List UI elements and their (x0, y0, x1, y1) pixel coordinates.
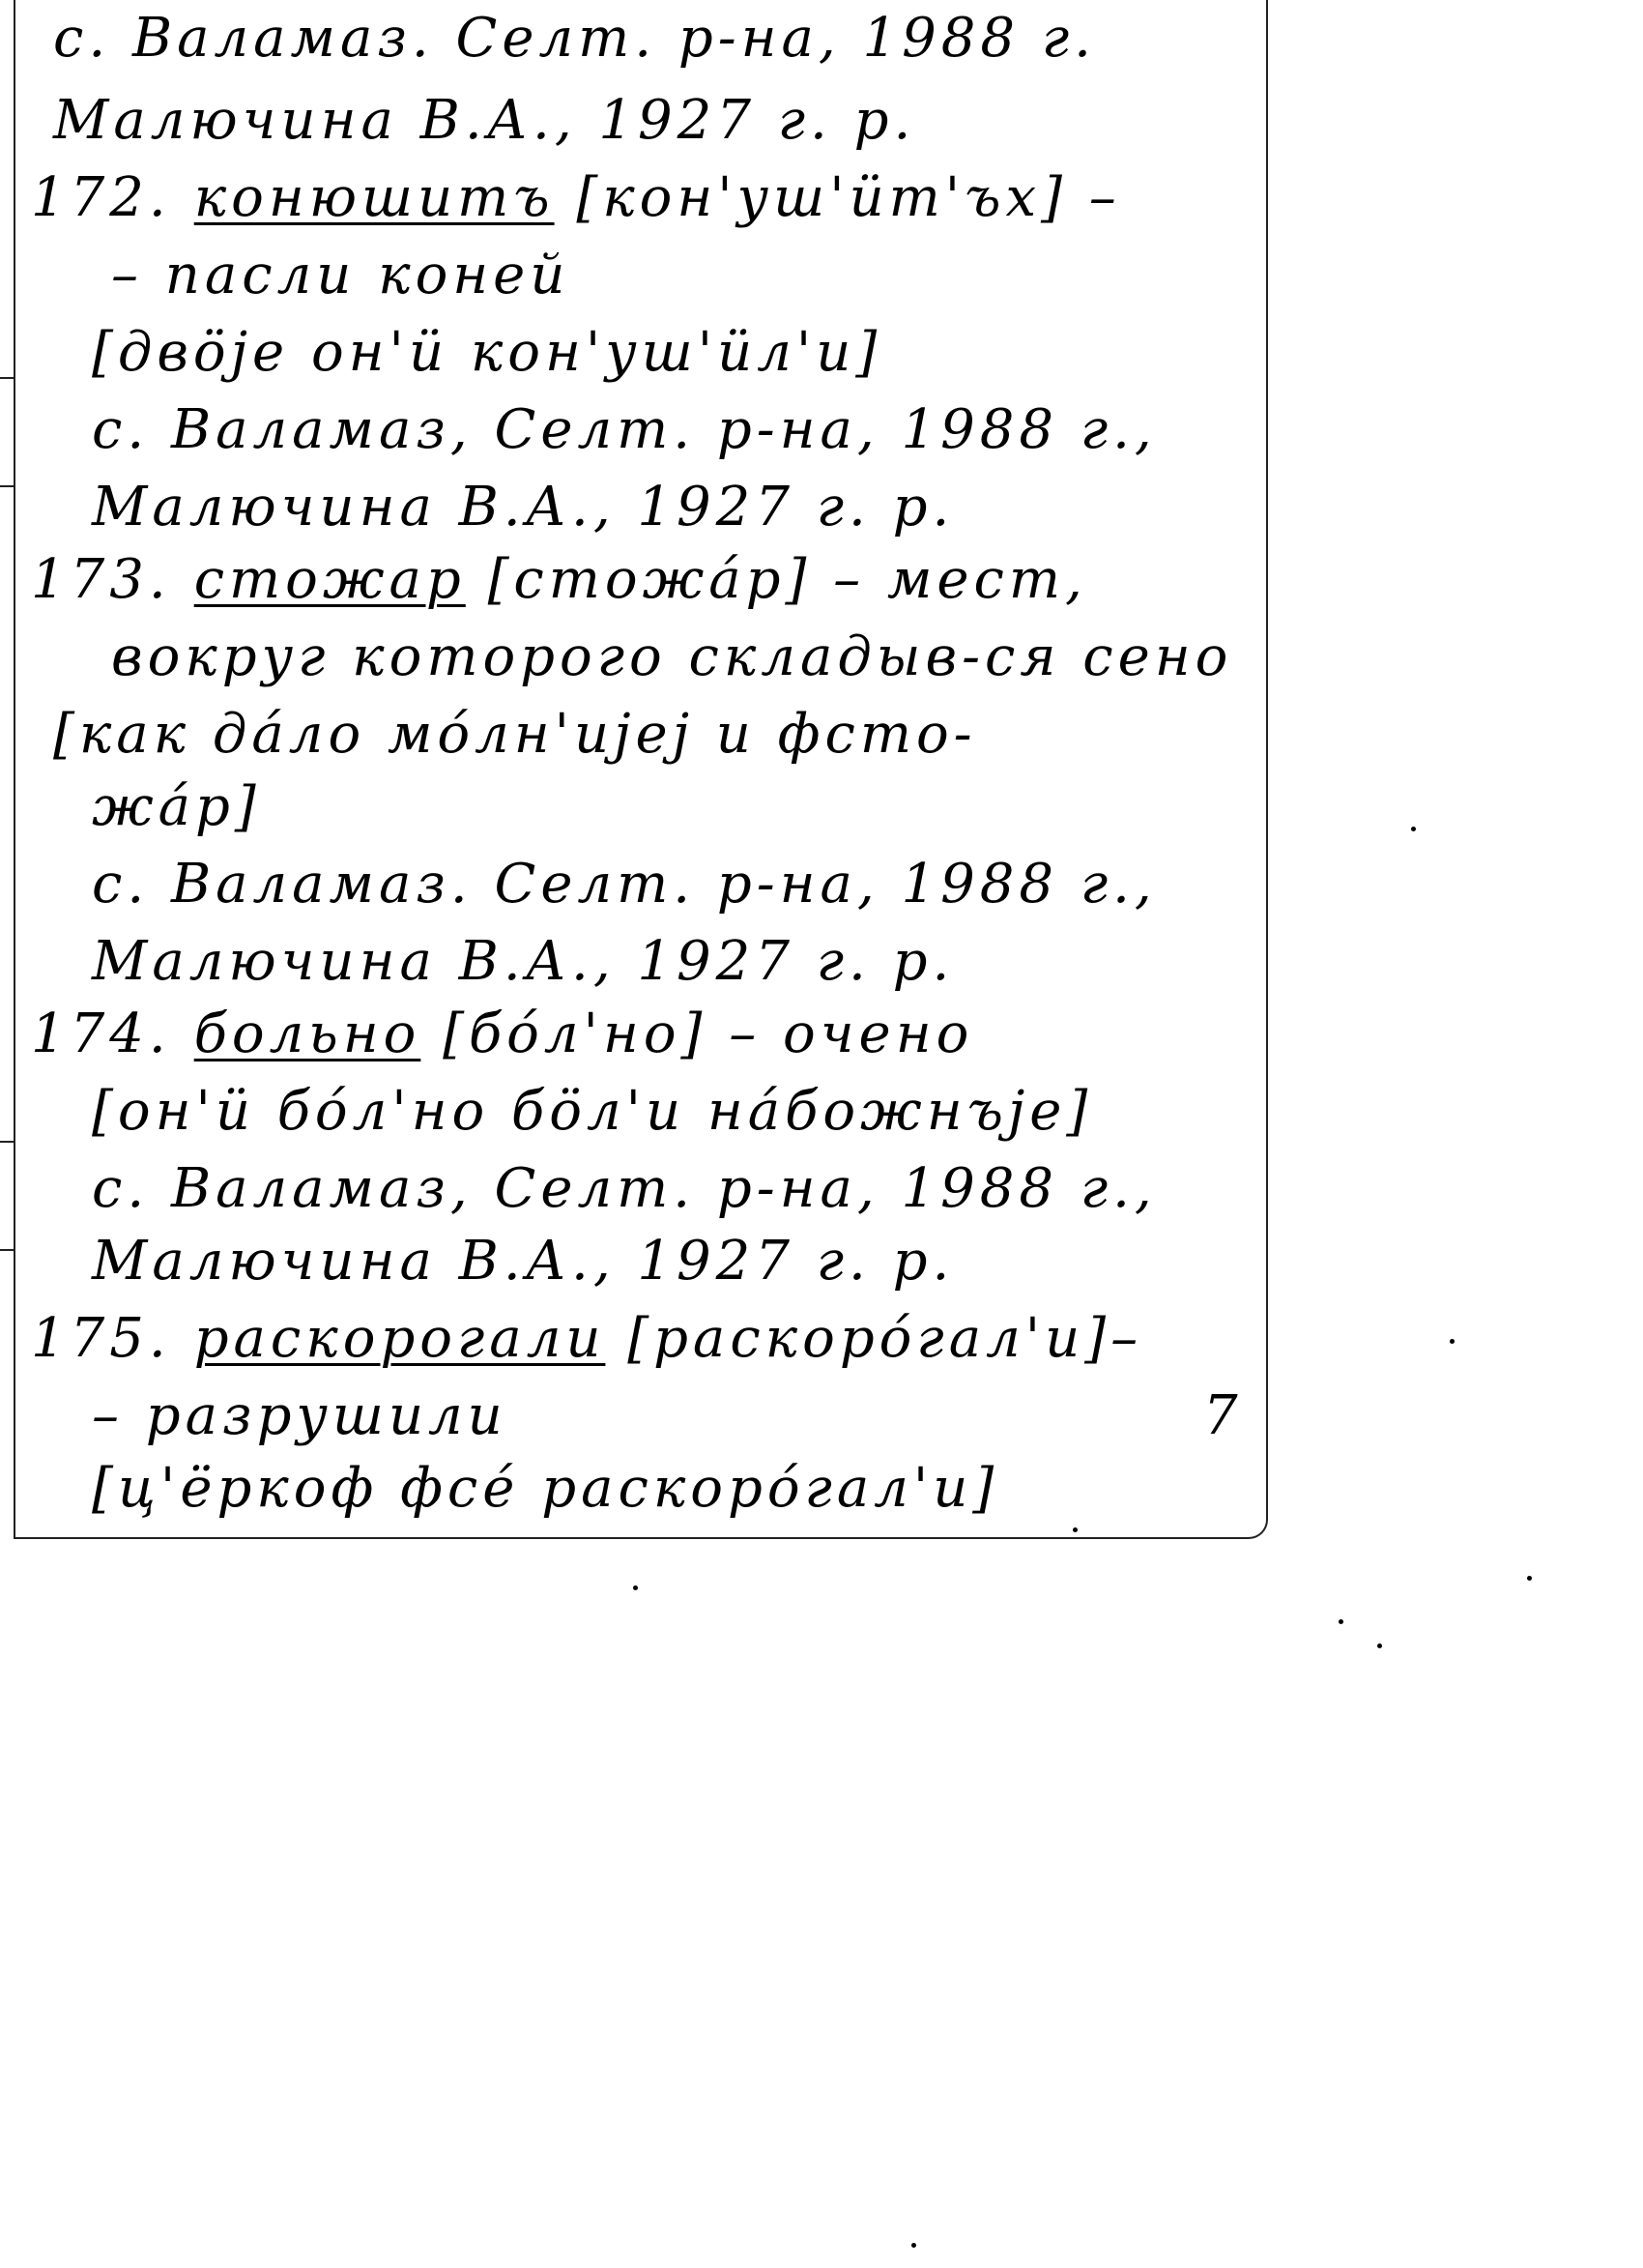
binder-notch-top (0, 377, 15, 487)
informant-line: Малючина В.А., 1927 г. р. (53, 89, 916, 152)
entry-number: 175. (31, 1307, 171, 1370)
informant-line: Малючина В.А., 1927 г. р. (92, 930, 955, 993)
example-line: [ц'ёркоф фсé раскорóгал'и] (92, 1457, 999, 1520)
example-line: жáр] (92, 775, 261, 838)
source-line: с. Валамаз. Селт. р-на, 1988 г. (53, 7, 1096, 70)
scan-speck (911, 2243, 916, 2248)
headword: раскорогали (193, 1307, 606, 1370)
scan-speck (1450, 1339, 1455, 1344)
example-line: [как дáло мóлн'иjеj и фсто- (53, 703, 977, 766)
gloss-line: – разрушили (92, 1384, 507, 1447)
transcription: [раскорóгал'и] (627, 1307, 1111, 1370)
source-line: с. Валамаз. Селт. р-на, 1988 г., (92, 853, 1157, 916)
binder-notch-bottom (0, 1141, 15, 1251)
scan-speck (1377, 1643, 1382, 1648)
headword: больно (193, 1003, 421, 1065)
example-line: [он'ӥ бóл'но бöл'и нáбожнъjе] (92, 1080, 1093, 1143)
example-line: [двöjе он'ӥ кон'уш'ӥл'и] (92, 321, 882, 384)
source-line: с. Валамаз, Селт. р-на, 1988 г., (92, 1157, 1157, 1220)
scan-speck (633, 1585, 638, 1590)
entry-number: 174. (31, 1003, 171, 1065)
gloss-line: – пасли коней (111, 244, 570, 306)
entry-173-head (31, 546, 1087, 614)
scan-speck (1411, 827, 1416, 831)
scan-speck (1073, 1527, 1078, 1532)
gloss-line: вокруг которого складыв-ся сено (111, 625, 1233, 688)
page-number: 7 (1203, 1384, 1243, 1447)
scan-speck (1527, 1576, 1532, 1581)
entry-175-head (31, 1305, 1142, 1373)
entry-number: 172. (31, 166, 171, 229)
informant-line: Малючина В.А., 1927 г. р. (92, 476, 955, 538)
gloss: – мест, (833, 548, 1087, 611)
source-line: с. Валамаз, Селт. р-на, 1988 г., (92, 398, 1157, 461)
entry-number: 173. (31, 548, 171, 611)
gloss: – очено (729, 1003, 974, 1065)
transcription: [кон'уш'ӥт'ъх] (576, 166, 1067, 229)
dash: – (1110, 1307, 1143, 1370)
informant-line: Малючина В.А., 1927 г. р. (92, 1230, 955, 1293)
headword: конюшитъ (193, 166, 555, 229)
headword: стожар (193, 548, 466, 611)
transcription: [стожáр] (487, 548, 812, 611)
scan-speck (1339, 1619, 1343, 1624)
transcription: [бóл'но] (443, 1003, 707, 1065)
dash: – (1088, 166, 1121, 229)
entry-172-head (31, 164, 1121, 232)
entry-174-head (31, 1001, 973, 1068)
